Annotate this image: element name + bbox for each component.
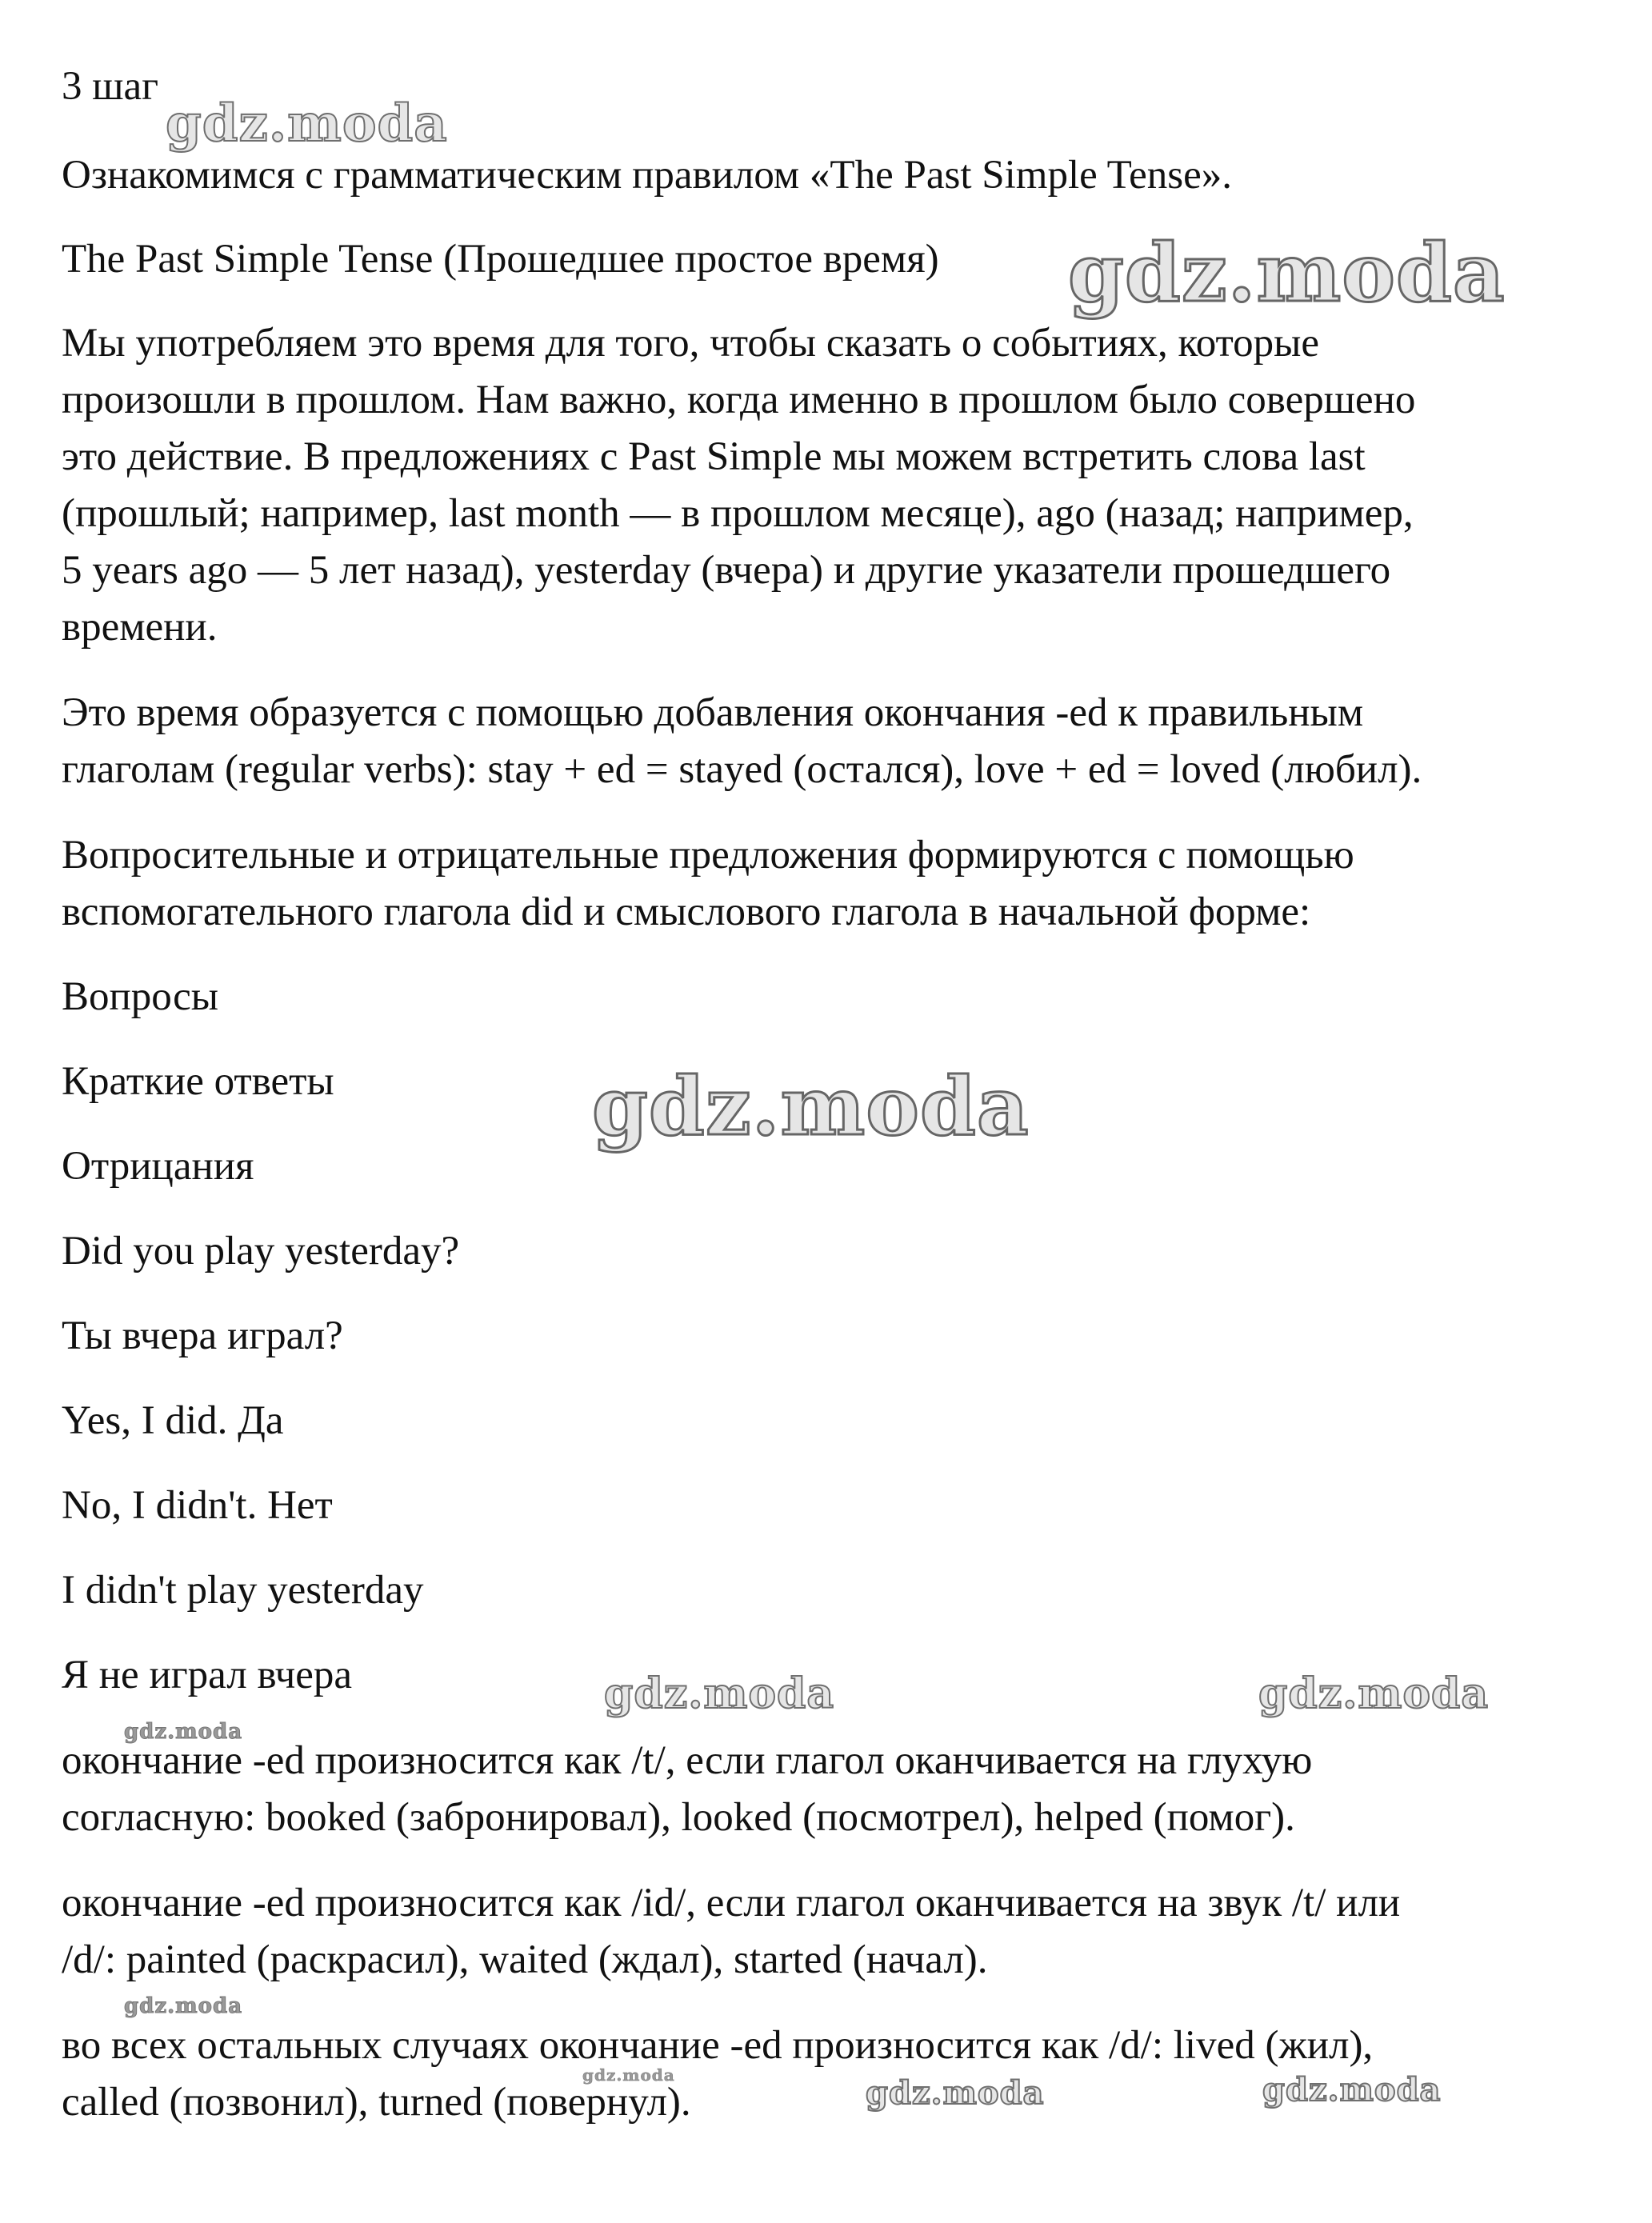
step-label: 3 шаг — [62, 64, 159, 109]
questions-intro-line: Вопросительные и отрицательные предложения формируются с помощью — [62, 833, 1354, 878]
table-item-header-short-answers: Краткие ответы — [62, 1059, 334, 1104]
watermark: gdz.moda — [1068, 226, 1506, 320]
usage-line: это действие. В предложениях с Past Simple мы можем встретить слова last — [62, 434, 1366, 479]
table-item-header-questions: Вопросы — [62, 974, 218, 1019]
watermark: gdz.moda — [124, 1720, 243, 1744]
pronunciation-id-line: /d/: painted (раскрасил), waited (ждал), started (начал). — [62, 1937, 988, 1982]
usage-line: произошли в прошлом. Нам важно, когда именно в прошлом было совершено — [62, 378, 1416, 422]
pronunciation-id-line: окончание -ed произносится как /id/, если глагол оканчивается на звук /t/ или — [62, 1881, 1401, 1925]
pronunciation-t-line: согласную: booked (забронировал), looked (посмотрел), helped (помог). — [62, 1795, 1295, 1840]
table-item-header-negatives: Отрицания — [62, 1144, 254, 1189]
watermark: gdz.moda — [124, 1994, 243, 2018]
watermark: gdz.moda — [166, 94, 448, 154]
table-item-question-example: Did you play yesterday? — [62, 1229, 460, 1273]
table-item-short-answer-yes: Yes, I did. Да — [62, 1398, 284, 1443]
usage-line: (прошлый; например, last month — в прошлом месяце), ago (назад; например, — [62, 491, 1414, 536]
questions-intro-line: вспомогательного глагола did и смыслового глагола в начальной форме: — [62, 890, 1311, 934]
watermark: gdz.moda — [592, 1059, 1030, 1153]
watermark: gdz.moda — [582, 2065, 675, 2085]
formation-line: глаголам (regular verbs): stay + ed = stayed (остался), love + ed = loved (любил). — [62, 747, 1422, 792]
pronunciation-t-line: окончание -ed произносится как /t/, если глагол оканчивается на глухую — [62, 1738, 1313, 1783]
watermark: gdz.moda — [604, 1669, 835, 1718]
watermark: gdz.moda — [1258, 1669, 1490, 1718]
table-item-question-translation: Ты вчера играл? — [62, 1313, 343, 1358]
table-item-short-answer-no: No, I didn't. Нет — [62, 1483, 333, 1528]
table-item-negative-example: I didn't play yesterday — [62, 1568, 424, 1613]
heading: The Past Simple Tense (Прошедшее простое время) — [62, 237, 939, 282]
watermark: gdz.moda — [1262, 2071, 1442, 2109]
usage-line: времени. — [62, 605, 218, 650]
intro-text: Ознакомимся с грамматическим правилом «The Past Simple Tense». — [62, 153, 1233, 198]
pronunciation-d-line: во всех остальных случаях окончание -ed произносится как /d/: lived (жил), — [62, 2023, 1374, 2068]
usage-line: 5 years ago — 5 лет назад), yesterday (вчера) и другие указатели прошедшего — [62, 548, 1391, 593]
pronunciation-d-line: called (позвонил), turned (повернул). — [62, 2080, 691, 2125]
watermark: gdz.moda — [866, 2074, 1045, 2112]
usage-line: Мы употребляем это время для того, чтобы сказать о событиях, которые — [62, 321, 1320, 366]
table-item-negative-translation: Я не играл вчера — [62, 1653, 353, 1697]
formation-line: Это время образуется с помощью добавления окончания -ed к правильным — [62, 690, 1364, 735]
